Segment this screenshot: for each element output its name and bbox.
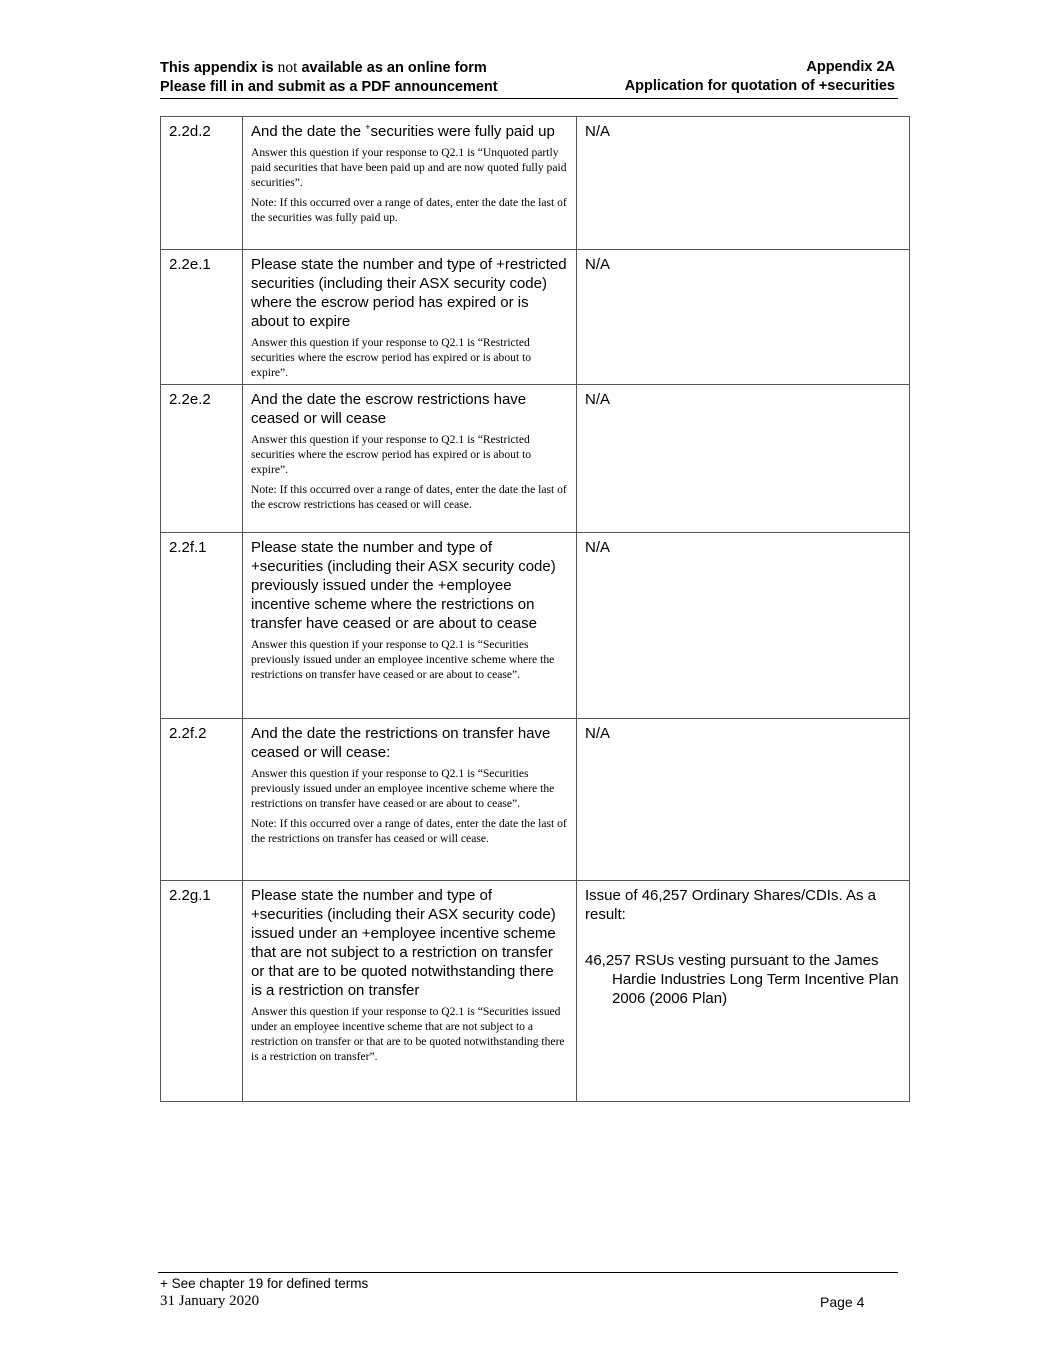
defined-terms-note: + See chapter 19 for defined terms — [160, 1276, 369, 1291]
question-cell — [243, 533, 577, 719]
table-row — [161, 117, 910, 250]
answer-text: N/A — [585, 539, 611, 556]
answer-text: N/A — [585, 391, 611, 408]
header-right — [625, 58, 895, 96]
footer-divider — [158, 1272, 898, 1273]
answer-spacer — [585, 924, 901, 951]
header-text: available as an online form — [297, 60, 487, 76]
question-number: 2.2f.1 — [161, 533, 243, 719]
table-row — [161, 533, 910, 719]
question-number: 2.2g.1 — [161, 881, 243, 1102]
question-cell — [243, 385, 577, 533]
question-text: And the date the escrow restrictions have ceased or will cease — [251, 391, 527, 427]
table-row — [161, 881, 910, 1102]
answer-text: N/A — [585, 256, 611, 273]
header-text: This appendix is — [160, 60, 278, 76]
table-row — [161, 385, 910, 533]
question-note: Note: If this occurred over a range of dates, enter the date the last of the securities was fully paid up. — [251, 196, 567, 224]
question-text-part: And the date the — [251, 123, 366, 140]
question-note: Note: If this occurred over a range of dates, enter the date the last of the escrow restrictions has ceased or will cease. — [251, 483, 567, 511]
question-guidance: Answer this question if your response to Q2.1 is “Unquoted partly paid securities that have been paid up and are now quoted fully paid securities”. — [251, 146, 567, 189]
answer-cell — [577, 533, 910, 719]
page-number: Page 4 — [820, 1294, 865, 1310]
question-number: 2.2f.2 — [161, 719, 243, 881]
page-header — [160, 58, 898, 99]
question-guidance: Answer this question if your response to Q2.1 is “Restricted securities where the escrow period has expired or is about to expire”. — [251, 336, 532, 379]
question-cell — [243, 719, 577, 881]
table-row — [161, 250, 910, 385]
question-text — [251, 122, 568, 141]
question-number: 2.2e.2 — [161, 385, 243, 533]
answer-cell — [577, 881, 910, 1102]
question-note: Note: If this occurred over a range of dates, enter the date the last of the restrictions on transfer has ceased or will cease. — [251, 817, 567, 845]
appendix-subtitle: Application for quotation of +securities — [624, 78, 895, 94]
question-cell — [243, 250, 577, 385]
header-left-line-2: Please fill in and submit as a PDF announcement — [160, 79, 498, 95]
table-row — [161, 719, 910, 881]
answer-cell — [577, 385, 910, 533]
question-number: 2.2d.2 — [161, 117, 243, 250]
appendix-title: Appendix 2A — [806, 59, 895, 75]
answer-cell — [577, 719, 910, 881]
question-guidance: Answer this question if your response to Q2.1 is “Restricted securities where the escrow period has expired or is about to expire”. — [251, 433, 532, 476]
footer-date: 31 January 2020 — [160, 1293, 260, 1309]
answer-cell — [577, 117, 910, 250]
question-table — [160, 116, 910, 1102]
question-guidance: Answer this question if your response to Q2.1 is “Securities issued under an employee incentive scheme that are not subject to a restriction on transfer or that are to be quoted notwithstanding there is a restriction on transfer”. — [251, 1005, 565, 1063]
question-text-part: securities were fully paid up — [370, 123, 555, 140]
answer-text: N/A — [585, 123, 611, 140]
question-text: And the date the restrictions on transfer have ceased or will cease: — [251, 725, 551, 761]
question-text: Please state the number and type of +securities (including their ASX security code) issued under an +employee incentive scheme that are not subject to a restriction on transfer or that are to be quoted notwithstanding there is a restriction on transfer — [251, 887, 556, 999]
question-text: Please state the number and type of +restricted securities (including their ASX security code) where the escrow period has expired or is about to expire — [251, 256, 567, 330]
header-left — [160, 58, 498, 97]
question-number: 2.2e.1 — [161, 250, 243, 385]
answer-cell — [577, 250, 910, 385]
header-not-word: not — [277, 59, 298, 76]
answer-text: Issue of 46,257 Ordinary Shares/CDIs. As a result: — [585, 887, 876, 923]
answer-item: 46,257 RSUs vesting pursuant to the James Hardie Industries Long Term Incentive Plan 2006 (2006 Plan) — [585, 952, 899, 1007]
question-guidance: Answer this question if your response to Q2.1 is “Securities previously issued under an employee incentive scheme where the restrictions on transfer have ceased or are about to cease”. — [251, 767, 555, 810]
question-text: Please state the number and type of +securities (including their ASX security code) previously issued under the +employee incentive scheme where the restrictions on transfer have ceased or are about to cease — [251, 539, 556, 632]
defined-term-marker: + — [365, 122, 371, 132]
question-cell — [243, 881, 577, 1102]
question-guidance: Answer this question if your response to Q2.1 is “Securities previously issued under an employee incentive scheme where the restrictions on transfer have ceased or are about to cease”. — [251, 638, 555, 681]
header-left-line-1 — [160, 58, 498, 78]
answer-text: N/A — [585, 725, 611, 742]
question-cell — [243, 117, 577, 250]
